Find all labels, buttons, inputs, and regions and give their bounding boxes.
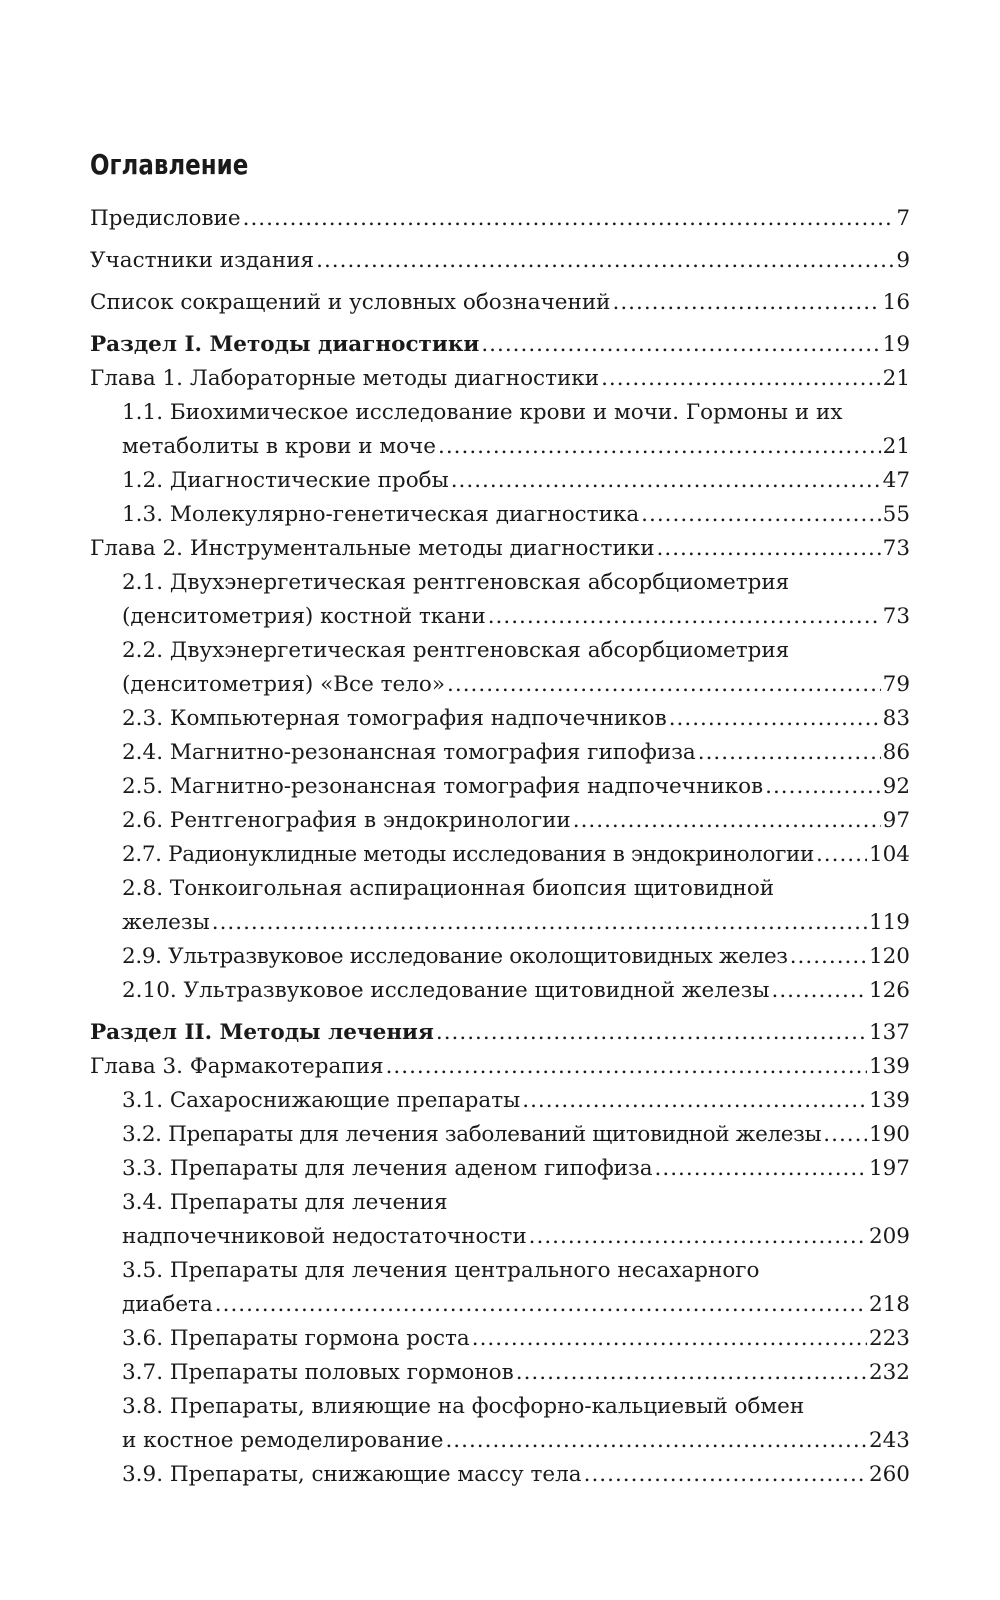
toc-subentry-2-6[interactable] [90, 804, 910, 838]
toc-entry-title-line1: 3.5. Препараты для лечения центрального несахарного [122, 1258, 760, 1283]
toc-entry-page: 21 [882, 434, 910, 459]
toc-entry-page: 139 [868, 1054, 910, 1079]
toc-entry-title: Участники издания [90, 248, 315, 273]
toc-entry-page: 83 [882, 706, 910, 731]
table-of-contents [90, 202, 910, 1492]
toc-entry-title-line1: 3.4. Препараты для лечения [122, 1190, 448, 1215]
toc-entry-title: 2.7. Радионуклидные методы исследования в эндокринологии [122, 842, 814, 867]
toc-entry-contributors[interactable] [90, 244, 910, 278]
toc-entry-page: 243 [868, 1428, 910, 1453]
toc-subentry-3-4[interactable] [90, 1186, 910, 1254]
toc-entry-title: 3.1. Сахароснижающие препараты [122, 1088, 521, 1113]
toc-subentry-2-2[interactable] [90, 634, 910, 702]
toc-entry-title-line1: 2.1. Двухэнергетическая рентгеновская абсорбциометрия [122, 570, 790, 595]
toc-entry-title: 2.10. Ультразвуковое исследование щитовидной железы [122, 978, 770, 1003]
toc-entry-title: железы [122, 910, 210, 935]
toc-subentry-3-9[interactable] [90, 1458, 910, 1492]
toc-entry-page: 19 [882, 332, 910, 357]
toc-entry-page: 86 [882, 740, 910, 765]
toc-entry-page: 104 [868, 842, 910, 867]
toc-entry-title: 3.2. Препараты для лечения заболеваний щитовидной железы [122, 1122, 822, 1147]
toc-chapter-1[interactable] [90, 362, 910, 396]
toc-subentry-2-3[interactable] [90, 702, 910, 736]
toc-entry-page: 9 [896, 248, 910, 273]
toc-entry-page: 260 [868, 1462, 910, 1487]
toc-entry-page: 209 [868, 1224, 910, 1249]
toc-entry-title-line1: 2.2. Двухэнергетическая рентгеновская абсорбциометрия [122, 638, 790, 663]
toc-entry-page: 197 [868, 1156, 910, 1181]
toc-entry-page: 218 [868, 1292, 910, 1317]
toc-entry-title-line1: 2.8. Тонкоигольная аспирационная биопсия щитовидной [122, 876, 775, 901]
toc-entry-title: метаболиты в крови и моче [122, 434, 436, 459]
toc-entry-title: 1.3. Молекулярно-генетическая диагностика [122, 502, 640, 527]
toc-entry-title: 2.4. Магнитно-резонансная томография гипофиза [122, 740, 696, 765]
toc-entry-title: 2.3. Компьютерная томография надпочечников [122, 706, 667, 731]
toc-entry-title: Список сокращений и условных обозначений [90, 290, 611, 315]
toc-subentry-2-8[interactable] [90, 872, 910, 940]
toc-subentry-3-2[interactable] [90, 1118, 910, 1152]
toc-entry-preface[interactable] [90, 202, 910, 236]
toc-entry-title: (денситометрия) «Все тело» [122, 672, 446, 697]
toc-entry-title: 3.6. Препараты гормона роста [122, 1326, 470, 1351]
toc-entry-page: 7 [896, 206, 910, 231]
toc-entry-title: 2.9. Ультразвуковое исследование околощитовидных желез [122, 944, 788, 969]
toc-subentry-2-10[interactable] [90, 974, 910, 1008]
toc-entry-title: надпочечниковой недостаточности [122, 1224, 527, 1249]
toc-entry-page: 126 [868, 978, 910, 1003]
toc-entry-title: и костное ремоделирование [122, 1428, 444, 1453]
toc-entry-title: (денситометрия) костной ткани [122, 604, 486, 629]
toc-entry-page: 73 [882, 536, 910, 561]
toc-entry-abbreviations[interactable] [90, 286, 910, 320]
toc-subentry-3-3[interactable] [90, 1152, 910, 1186]
toc-entry-title: Глава 1. Лабораторные методы диагностики [90, 366, 600, 391]
toc-entry-page: 73 [882, 604, 910, 629]
toc-subentry-2-7[interactable] [90, 838, 910, 872]
toc-subentry-2-1[interactable] [90, 566, 910, 634]
toc-entry-page: 232 [868, 1360, 910, 1385]
toc-subentry-2-9[interactable] [90, 940, 910, 974]
toc-entry-title: Раздел II. Методы лечения [90, 1020, 434, 1045]
toc-section-1[interactable] [90, 328, 910, 362]
toc-entry-page: 137 [868, 1020, 910, 1045]
toc-entry-title: Глава 3. Фармакотерапия [90, 1054, 384, 1079]
toc-subentry-2-5[interactable] [90, 770, 910, 804]
toc-subentry-3-7[interactable] [90, 1356, 910, 1390]
toc-entry-page: 139 [868, 1088, 910, 1113]
toc-chapter-3[interactable] [90, 1050, 910, 1084]
toc-subentry-1-1[interactable] [90, 396, 910, 464]
toc-entry-title: 2.6. Рентгенография в эндокринологии [122, 808, 571, 833]
toc-entry-page: 120 [868, 944, 910, 969]
toc-entry-page: 190 [868, 1122, 910, 1147]
toc-entry-page: 21 [882, 366, 910, 391]
toc-entry-page: 79 [882, 672, 910, 697]
toc-entry-page: 16 [882, 290, 910, 315]
toc-subentry-3-5[interactable] [90, 1254, 910, 1322]
toc-entry-title: 3.7. Препараты половых гормонов [122, 1360, 514, 1385]
toc-entry-title: 2.5. Магнитно-резонансная томография надпочечников [122, 774, 764, 799]
toc-entry-title: 1.2. Диагностические пробы [122, 468, 449, 493]
toc-entry-title: Глава 2. Инструментальные методы диагностики [90, 536, 655, 561]
toc-subentry-3-6[interactable] [90, 1322, 910, 1356]
toc-subentry-2-4[interactable] [90, 736, 910, 770]
toc-entry-title-line1: 3.8. Препараты, влияющие на фосфорно-кальциевый обмен [122, 1394, 805, 1419]
toc-entry-page: 47 [882, 468, 910, 493]
toc-entry-page: 92 [882, 774, 910, 799]
toc-entry-title: 3.9. Препараты, снижающие массу тела [122, 1462, 582, 1487]
toc-entry-page: 223 [868, 1326, 910, 1351]
toc-section-2[interactable] [90, 1016, 910, 1050]
toc-entry-title: диабета [122, 1292, 213, 1317]
toc-entry-page: 55 [882, 502, 910, 527]
toc-subentry-1-2[interactable] [90, 464, 910, 498]
toc-subentry-1-3[interactable] [90, 498, 910, 532]
toc-entry-title: 3.3. Препараты для лечения аденом гипофиза [122, 1156, 653, 1181]
toc-entry-title-line1: 1.1. Биохимическое исследование крови и мочи. Гормоны и их [122, 400, 843, 425]
toc-entry-page: 97 [882, 808, 910, 833]
toc-subentry-3-8[interactable] [90, 1390, 910, 1458]
toc-entry-title: Предисловие [90, 206, 241, 231]
toc-chapter-2[interactable] [90, 532, 910, 566]
toc-entry-page: 119 [868, 910, 910, 935]
toc-subentry-3-1[interactable] [90, 1084, 910, 1118]
page-title: Оглавление [90, 148, 249, 181]
toc-entry-title: Раздел I. Методы диагностики [90, 332, 480, 357]
